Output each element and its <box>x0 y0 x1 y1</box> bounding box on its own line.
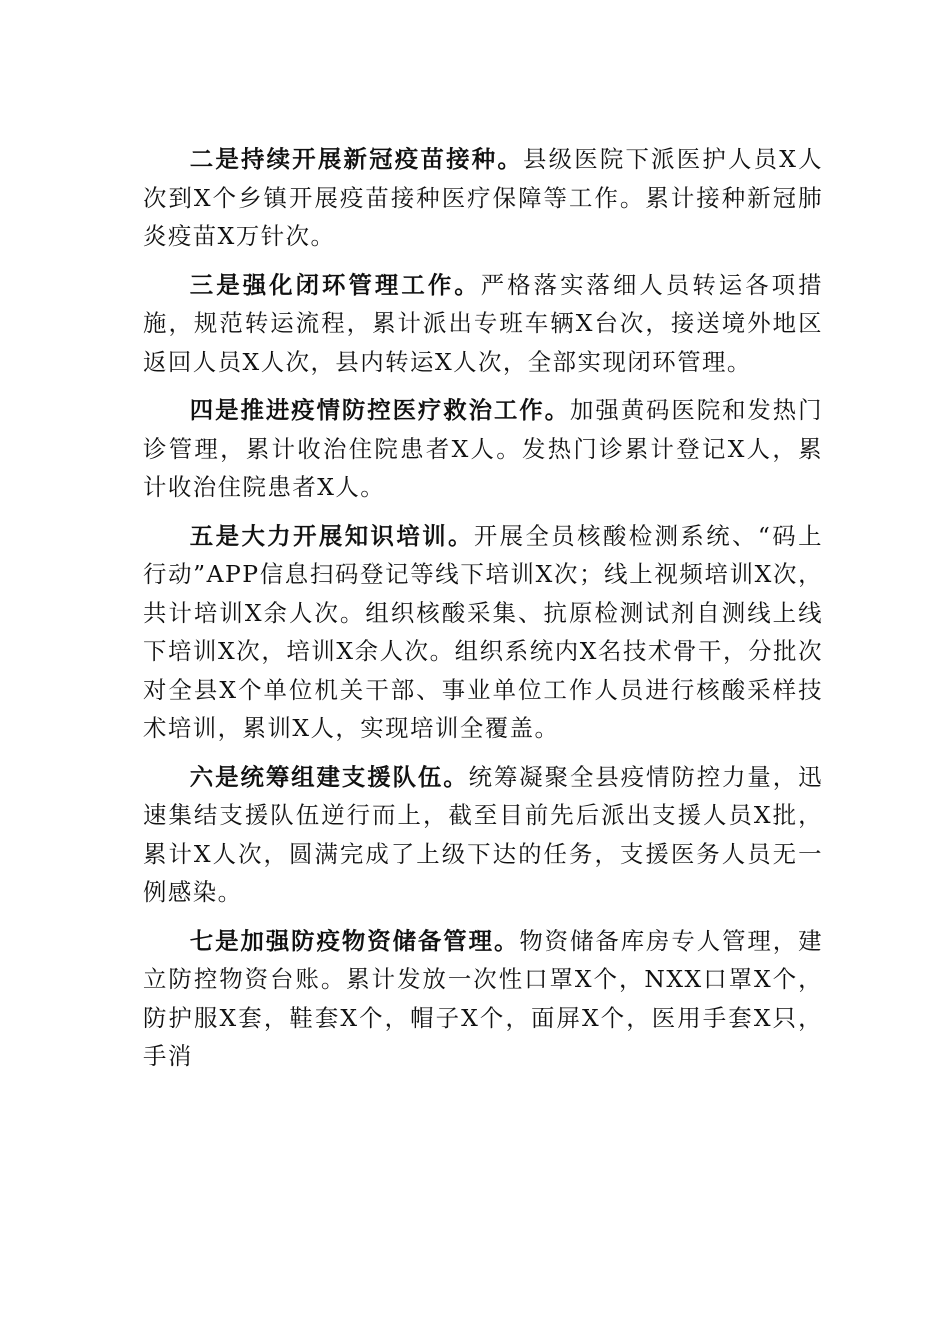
paragraph-text: 统筹凝聚全县疫情防控力量，迅速集结支援队伍逆行而上，截至目前先后派出支援人员X批，累计X人次，圆满完成了上级下达的任务，支援医务人员无一例感染。 <box>143 762 824 906</box>
paragraph-heading: 五是大力开展知识培训。 <box>189 521 474 550</box>
paragraph-text: 严格落实落细人员转运各项措施，规范转运流程，累计派出专班车辆X台次，接送境外地区返回人员X人次，县内转运X人次，全部实现闭环管理。 <box>143 270 824 376</box>
paragraph-text: 物资储备库房专人管理，建立防控物资台账。累计发放一次性口罩X个，NXX口罩X个，防护服X套，鞋套X个，帽子X个，面屏X个，医用手套X只，手消 <box>143 926 824 1070</box>
paragraph-text: 县级医院下派医护人员X人次到X个乡镇开展疫苗接种医疗保障等工作。累计接种新冠肺炎疫苗X万针次。 <box>143 145 824 250</box>
paragraph-closed-loop <box>143 266 823 382</box>
paragraph-text: 开展全员核酸检测系统、“码上行动”APP信息扫码登记等线下培训X次；线上视频培训X次，共计培训X余人次。组织核酸采集、抗原检测试剂自测线上线下培训X次，培训X余人次。组织系统内X名技术骨干，分批次对全县X个单位机关干部、事业单位工作人员进行核酸采样技术培训，累训X人，实现培训全覆盖。 <box>143 521 823 742</box>
paragraph-heading: 七是加强防疫物资储备管理。 <box>189 926 520 955</box>
paragraph-heading: 四是推进疫情防控医疗救治工作。 <box>189 396 570 424</box>
paragraph-medical-treatment <box>143 391 823 507</box>
paragraph-heading: 六是统筹组建支援队伍。 <box>189 762 469 791</box>
paragraph-support-team <box>143 758 823 912</box>
paragraph-heading: 二是持续开展新冠疫苗接种。 <box>189 145 523 173</box>
paragraph-training <box>143 517 823 748</box>
document-body <box>143 140 823 1086</box>
paragraph-supplies <box>143 922 823 1076</box>
paragraph-text: 加强黄码医院和发热门诊管理，累计收治住院患者X人。发热门诊累计登记X人，累计收治住院患者X人。 <box>143 396 824 501</box>
paragraph-heading: 三是强化闭环管理工作。 <box>189 270 481 299</box>
paragraph-vaccination <box>143 140 823 256</box>
